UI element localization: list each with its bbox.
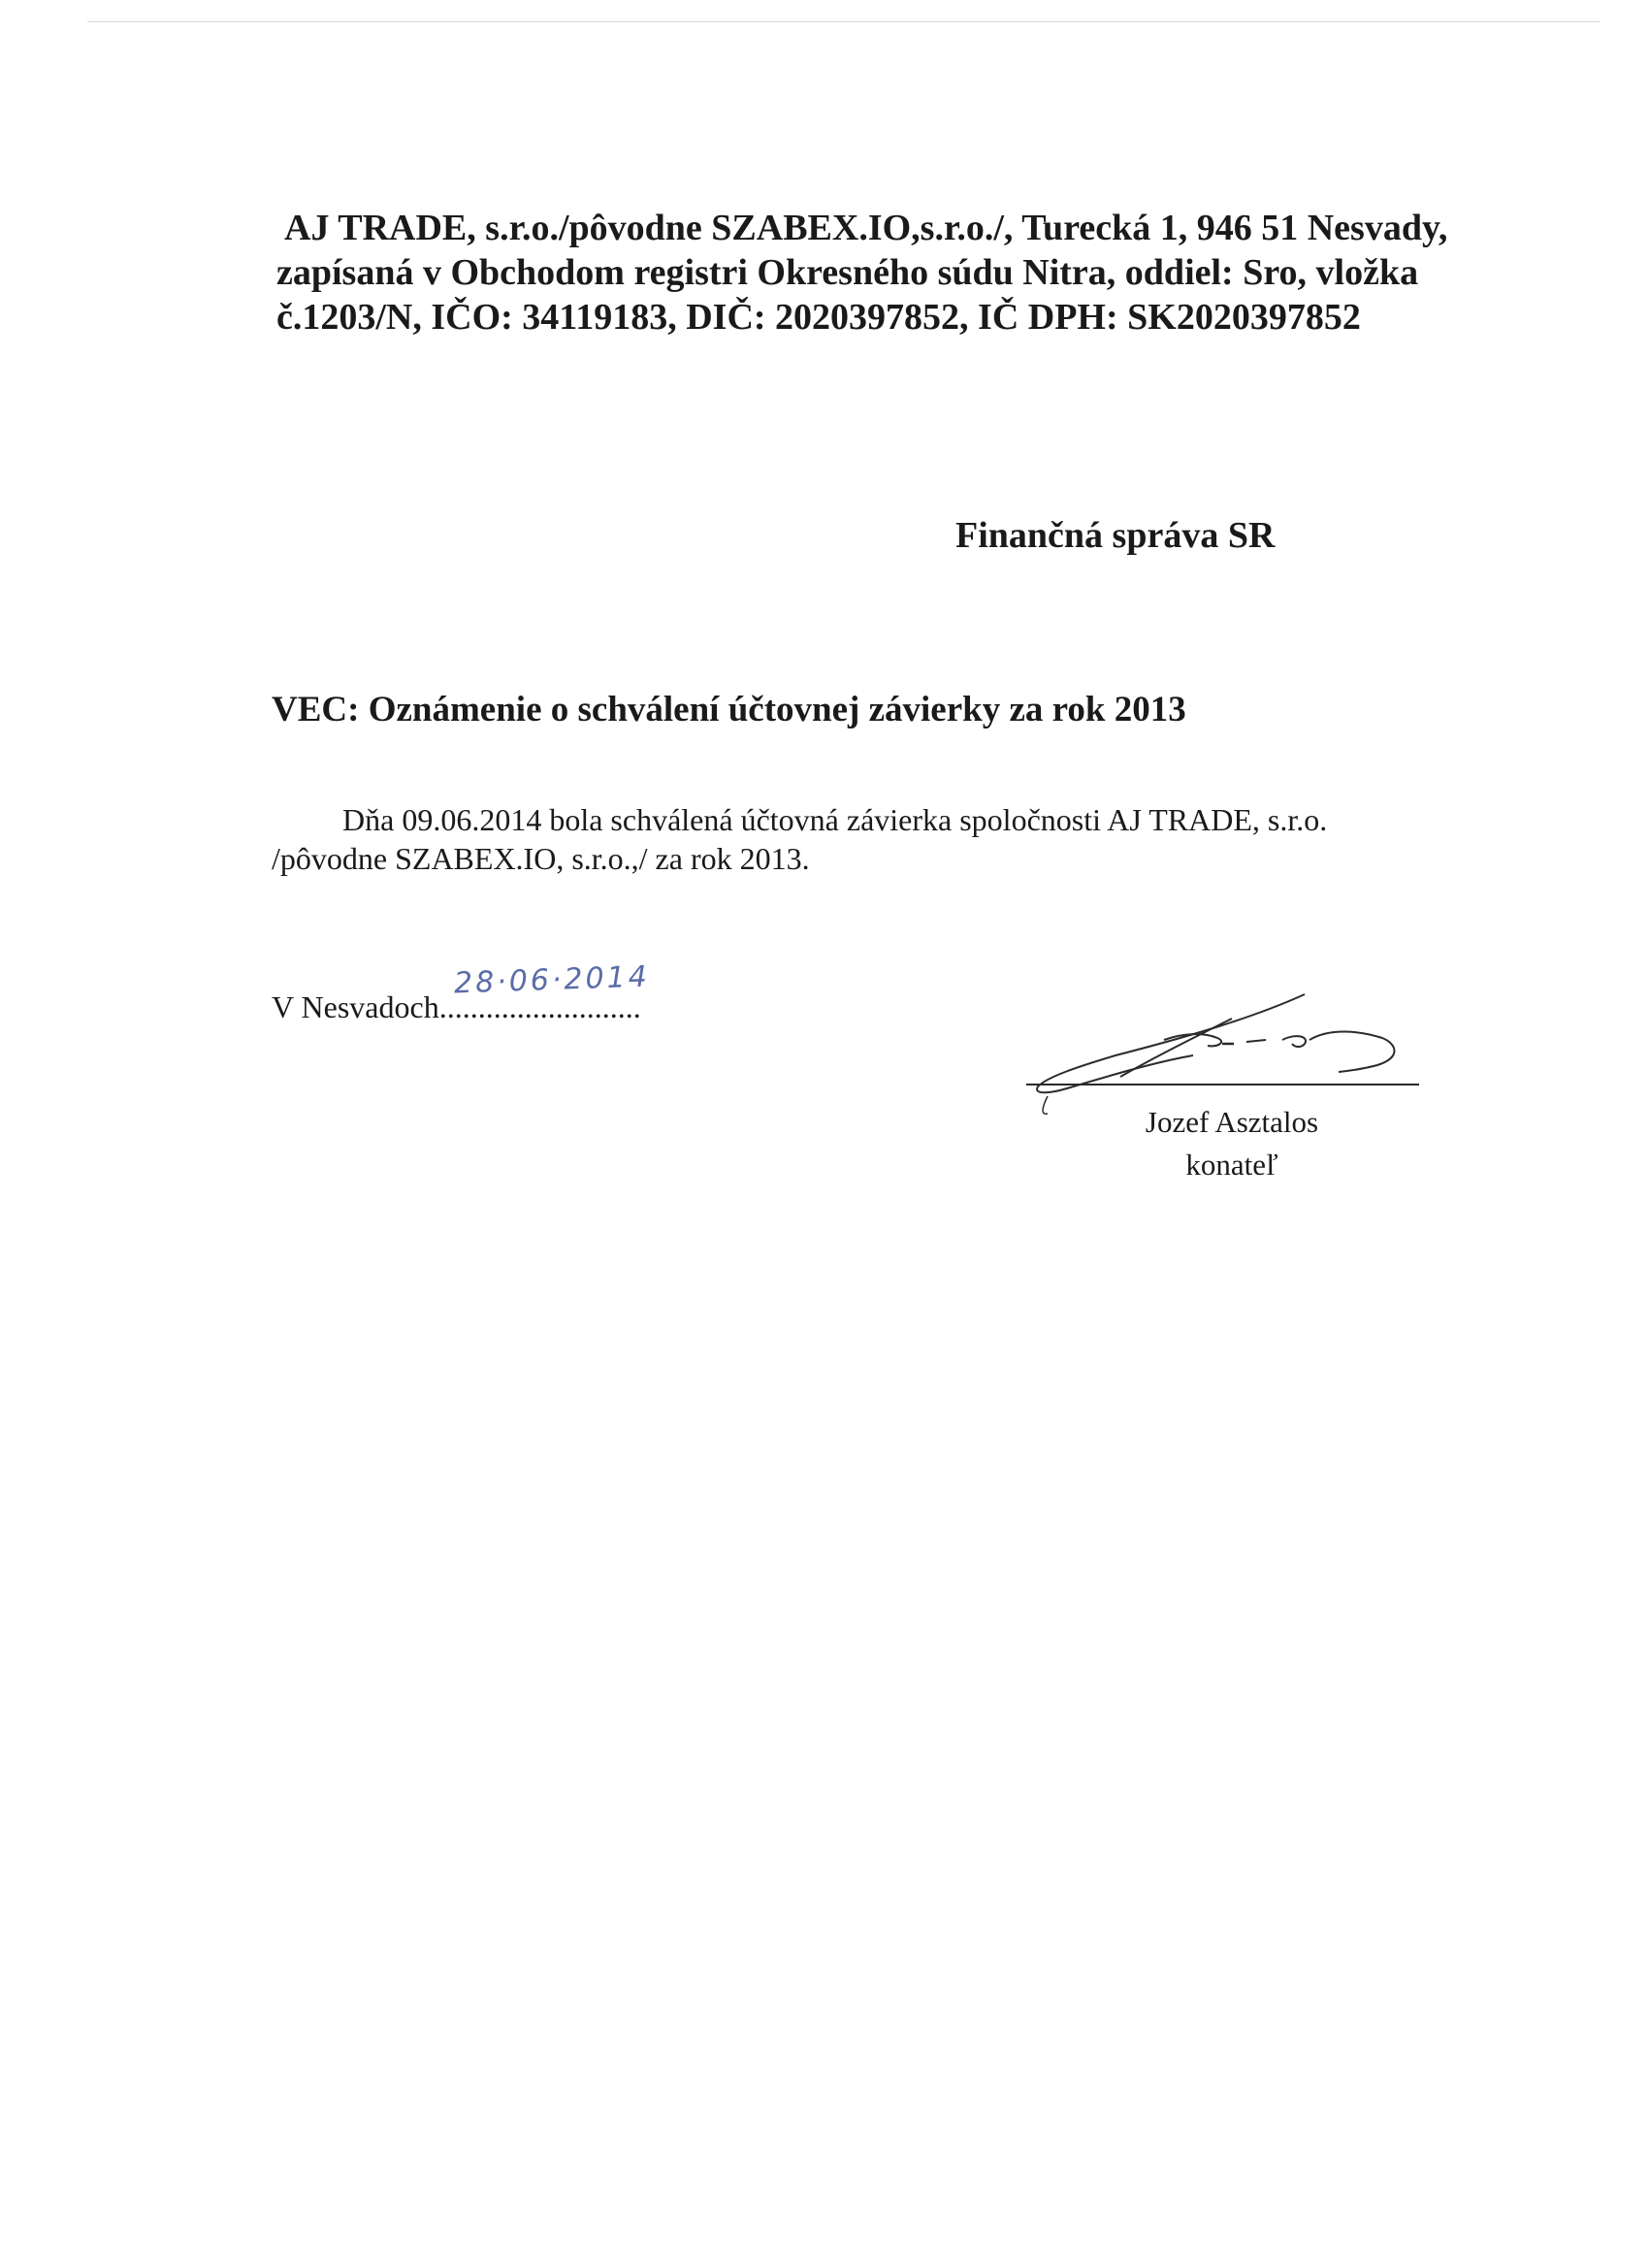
signature-stroke [1043,1096,1048,1114]
company-header-line: AJ TRADE, s.r.o./pôvodne SZABEX.IO,s.r.o./, Turecká 1, 946 51 Nesvady, [284,208,1448,248]
signer-role: konateľ [1185,1148,1278,1182]
body-line: /pôvodne SZABEX.IO, s.r.o.,/ za rok 2013. [272,841,810,876]
subject-line: VEC: Oznámenie o schválení účtovnej závierky za rok 2013 [272,690,1186,729]
letter-body [272,800,1327,878]
signature-stroke [1246,1040,1266,1042]
signature-line [1026,1084,1419,1085]
recipient: Finančná správa SR [955,515,1276,556]
company-header [276,206,1528,340]
signature-stroke [1282,1036,1306,1047]
signature-stroke [1120,1019,1232,1077]
company-header-line: zapísaná v Obchodom registri Okresného súdu Nitra, oddiel: Sro, vložka [276,252,1419,293]
company-header-line: č.1203/N, IČO: 34119183, DIČ: 2020397852, IČ DPH: SK2020397852 [276,297,1361,338]
signature-stroke [1037,994,1305,1092]
body-line: Dňa 09.06.2014 bola schválená účtovná závierka spoločnosti AJ TRADE, s.r.o. [342,802,1328,837]
scan-edge-line [87,21,1600,22]
handwritten-date: 28·06·2014 [453,959,651,1001]
signer-name: Jozef Asztalos [1145,1105,1319,1139]
place-line: V Nesvadoch.......................... [272,989,641,1024]
signer-block [1067,1101,1397,1186]
signature-stroke [1310,1032,1395,1073]
